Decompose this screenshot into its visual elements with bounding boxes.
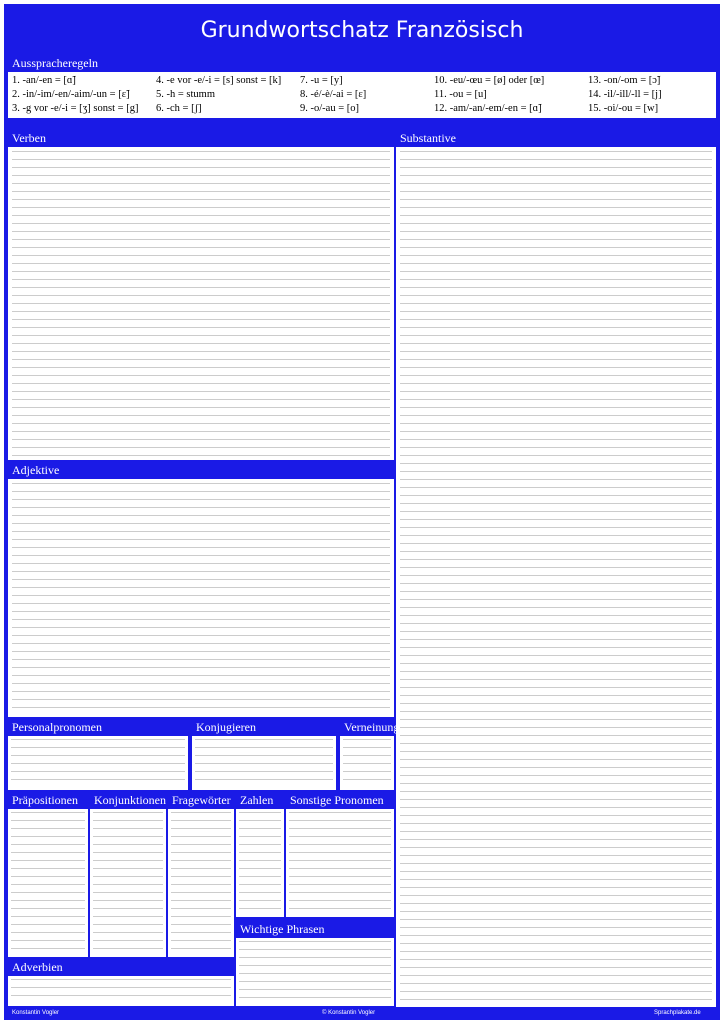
question-words-panel: [168, 809, 234, 957]
poster-title: Grundwortschatz Französisch: [200, 18, 524, 43]
prepositions-list: [11, 812, 85, 954]
rule-9: 9. -o/-au = [o]: [300, 103, 359, 114]
rule-1: 1. -an/-en = [ɑ̃]: [12, 75, 76, 86]
adverbs-table: [11, 979, 231, 1003]
rule-2: 2. -in/-im/-en/-aim/-un = [ɛ̃]: [12, 89, 130, 100]
section-header-aussprache: Ausspracheregeln: [12, 56, 98, 70]
section-header-verneinung: Verneinung: [344, 720, 400, 734]
other-pronouns-list: [289, 812, 391, 914]
nouns-panel: [396, 147, 716, 1007]
section-header-sonstige: Sonstige Pronomen: [290, 793, 384, 807]
adjectives-list: [12, 483, 390, 713]
footer-author: Konstantin Vogler: [12, 1010, 60, 1016]
rule-12: 12. -am/-an/-em/-en = [ɑ̃]: [434, 103, 542, 114]
section-header-fragewoerter: Fragewörter: [172, 793, 231, 807]
section-header-zahlen: Zahlen: [240, 793, 274, 807]
rule-6: 6. -ch = [ʃ]: [156, 103, 202, 114]
numbers-list: [239, 812, 281, 914]
conjugation-panel: [192, 736, 336, 790]
section-header-adjektive: Adjektive: [12, 463, 60, 477]
section-header-verben: Verben: [12, 131, 46, 145]
negation-panel: [340, 736, 394, 790]
footer-website: Sprachplakate.de: [654, 1010, 701, 1016]
section-header-praepositionen: Präpositionen: [12, 793, 78, 807]
phrases-list: [239, 941, 391, 1003]
conjunctions-panel: [90, 809, 166, 957]
personal-pronouns-panel: [8, 736, 188, 790]
rule-5: 5. -h = stumm: [156, 89, 216, 100]
rule-15: 15. -oi/-ou = [w]: [588, 103, 659, 114]
verbs-panel: [8, 147, 394, 460]
section-header-substantive: Substantive: [400, 131, 456, 145]
rule-11: 11. -ou = [u]: [434, 89, 487, 100]
nouns-list: [400, 151, 712, 1003]
other-pronouns-panel: [286, 809, 394, 917]
numbers-panel: [236, 809, 284, 917]
pronunciation-rules-panel: [8, 72, 716, 118]
question-words-list: [171, 812, 231, 954]
rule-4: 4. -e vor -e/-i = [s] sonst = [k]: [156, 75, 282, 86]
rule-10: 10. -eu/-œu = [ø] oder [œ]: [434, 75, 545, 86]
adverbs-panel: [8, 976, 234, 1006]
section-header-personalpronomen: Personalpronomen: [12, 720, 102, 734]
rule-8: 8. -é/-è/-ai = [ɛ]: [300, 89, 367, 100]
conjugation-table: [195, 739, 333, 787]
conjunctions-list: [93, 812, 163, 954]
phrases-panel: [236, 938, 394, 1006]
rule-13: 13. -on/-om = [ɔ̃]: [588, 75, 661, 86]
adjectives-panel: [8, 479, 394, 717]
vocabulary-poster: [4, 4, 720, 1020]
section-header-konjugieren: Konjugieren: [196, 720, 256, 734]
rule-3: 3. -g vor -e/-i = [ʒ] sonst = [g]: [12, 103, 139, 114]
rule-7: 7. -u = [y]: [300, 75, 343, 86]
rule-14: 14. -il/-ill/-ll = [j]: [588, 89, 662, 100]
personal-pronouns-table: [11, 739, 185, 787]
section-header-phrasen: Wichtige Phrasen: [240, 922, 325, 936]
prepositions-panel: [8, 809, 88, 957]
negation-table: [343, 739, 391, 787]
footer-copyright: © Konstantin Vogler: [322, 1010, 376, 1016]
section-header-konjunktionen: Konjunktionen: [94, 793, 166, 807]
section-header-adverbien: Adverbien: [12, 960, 63, 974]
verbs-list: [12, 151, 390, 456]
